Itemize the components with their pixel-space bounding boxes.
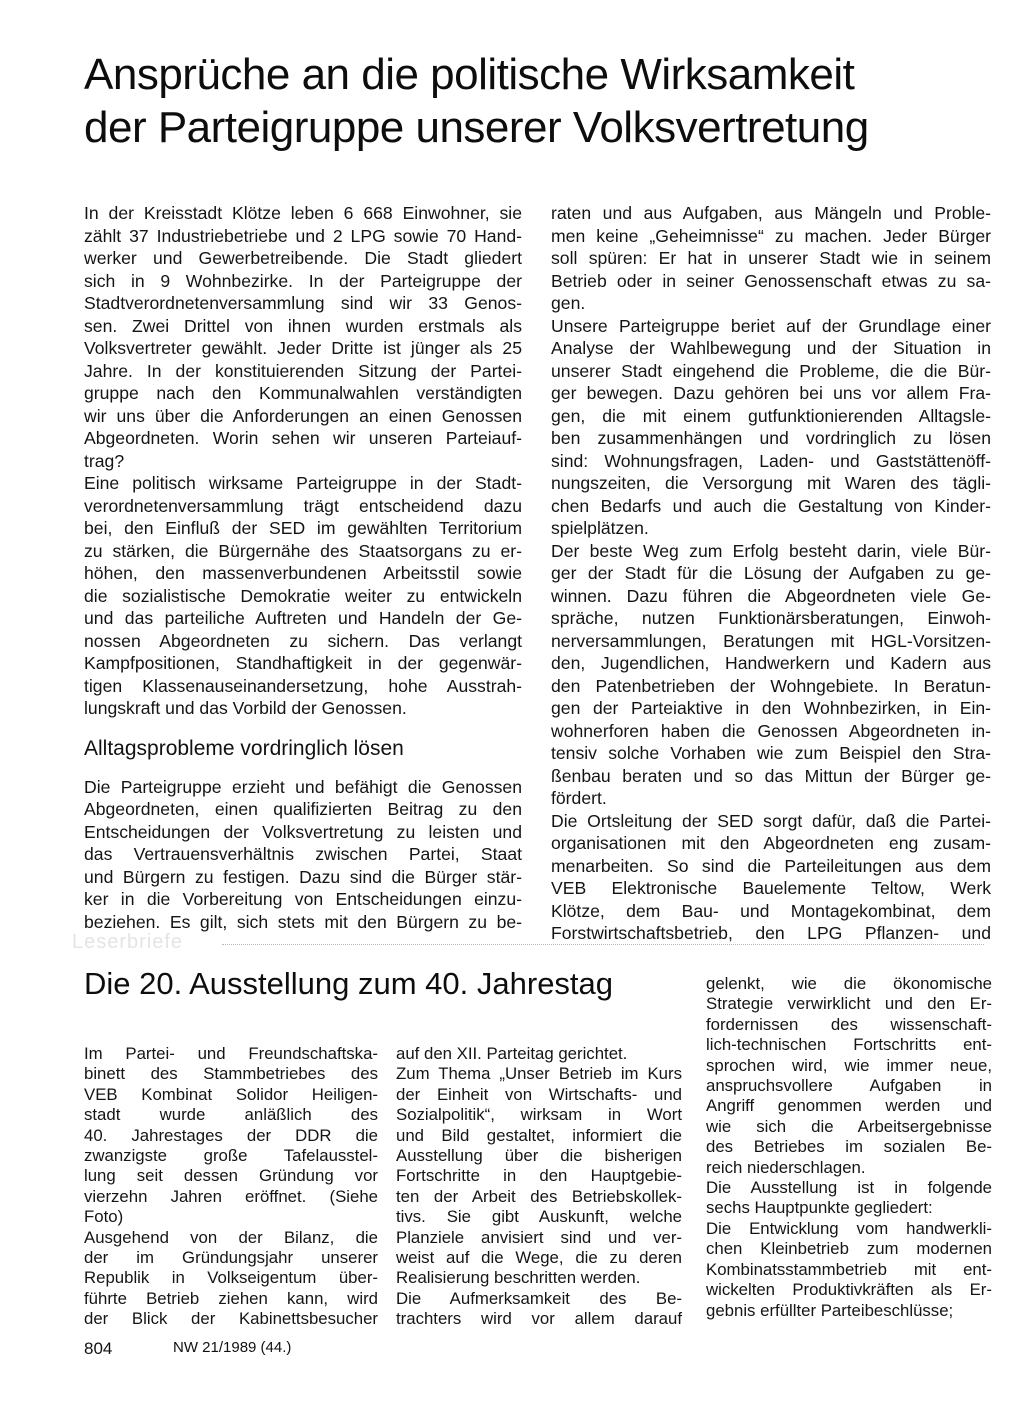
text-line: 40. Jahrestages der DDR die — [84, 1125, 378, 1145]
text-line: Foto) — [84, 1207, 124, 1227]
text-line: Abgeordneten, einen qualifizierten Beitrag zu den — [84, 799, 522, 819]
text-line: sich in 9 Wohnbezirke. In der Parteigruppe der — [84, 270, 522, 291]
text-line: In der Kreisstadt Klötze leben 6 668 Einwohner, sie — [84, 203, 522, 223]
text-line: gen. — [551, 293, 586, 313]
article1-column-1-continued — [84, 776, 522, 934]
text-line: VEB Elektronische Bauelemente Teltow, Werk — [551, 878, 991, 898]
article1-column-1-text — [84, 202, 522, 720]
text-line: den, Jugendlichen, Handwerkern und Kadern aus — [551, 653, 991, 673]
text-line: Ausstellung über die bisherigen — [396, 1146, 682, 1166]
text-line: raten und aus Aufgaben, aus Mängeln und Proble- — [551, 203, 991, 223]
text-line: sind: Wohnungsfragen, Laden- und Gaststättenöff- — [551, 450, 991, 471]
text-line: fördert. — [551, 788, 607, 808]
text-line: die sozialistische Demokratie weiter zu entwickeln — [84, 585, 522, 606]
article2-column-1-text — [84, 1044, 378, 1330]
text-line: führte Betrieb ziehen kann, wird — [84, 1288, 378, 1308]
text-line: gebnis erfüllter Parteibeschlüsse; — [706, 1300, 954, 1320]
text-line: Klötze, dem Bau- und Montagekombinat, dem — [551, 900, 991, 921]
text-line: Unsere Parteigruppe beriet auf der Grundlage einer — [551, 315, 991, 336]
text-line: Die Entwicklung vom handwerkli- — [706, 1218, 992, 1238]
article1-subheading: Alltagsprobleme vordringlich lösen — [84, 736, 404, 760]
main-headline-line-2: der Parteigruppe unserer Volksvertretung — [84, 103, 869, 152]
text-line: auf den XII. Parteitag gerichtet. — [396, 1044, 628, 1063]
article2-headline: Die 20. Ausstellung zum 40. Jahrestag — [84, 966, 614, 1001]
text-line: Planziele anvisiert sind und ver- — [396, 1227, 682, 1247]
text-line: Kampfpositionen, Standhaftigkeit in der gegenwär- — [84, 653, 522, 673]
text-line: und das parteiliche Auftreten und Handeln der Ge- — [84, 608, 522, 628]
text-line: wie sich die Arbeitsergebnisse — [706, 1116, 992, 1136]
article2-column-1 — [84, 1044, 378, 1330]
text-line: nossen Abgeordneten zu sichern. Das verlangt — [84, 630, 522, 651]
text-line: Die Parteigruppe erzieht und befähigt die Genossen — [84, 776, 522, 797]
text-line: des Betriebes im sozialen Be- — [706, 1137, 992, 1157]
main-headline — [84, 48, 984, 154]
text-line: der Blick der Kabinettsbesucher — [84, 1309, 378, 1329]
text-line: soll spüren: Er hat in unserer Stadt wie in seinem — [551, 248, 991, 268]
text-line: beziehen. Es gilt, sich stets mit den Bürgern zu be- — [84, 911, 522, 932]
text-line: und Bürgern zu festigen. Dazu sind die Bürger stär- — [84, 866, 522, 887]
text-line: ßenbau beraten und so das Mittun der Bürger ge- — [551, 765, 991, 786]
text-line: zu stärken, die Bürgernähe des Staatsorgans zu er- — [84, 540, 522, 561]
text-line: men keine „Geheimnisse“ zu machen. Jeder Bürger — [551, 225, 991, 246]
text-line: Jahre. In der konstituierenden Sitzung der Partei- — [84, 360, 522, 381]
text-line: stadt wurde anläßlich des — [84, 1105, 378, 1125]
text-line: werker und Gewerbetreibende. Die Stadt gliedert — [84, 248, 522, 268]
text-line: der Einheit von Wirtschafts- und — [396, 1084, 682, 1104]
text-line: VEB Kombinat Solidor Heiligen- — [84, 1084, 378, 1104]
text-line: verordnetenversammlung trägt entscheidend dazu — [84, 495, 522, 516]
text-line: der im Gründungsjahr unserer — [84, 1248, 378, 1268]
text-line: chen Bedarfs und auch die Gestaltung von Kinder- — [551, 495, 991, 516]
text-line: gruppe nach den Kommunalwahlen verständigten — [84, 383, 522, 403]
text-line: vierzehn Jahren eröffnet. (Siehe — [84, 1186, 378, 1206]
text-line: ger der Stadt für die Lösung der Aufgaben zu ge- — [551, 563, 991, 583]
text-line: unserer Stadt eingehend die Probleme, die die Bür- — [551, 360, 991, 381]
text-line: nerversammlungen, Beratungen mit HGL-Vorsitzen- — [551, 630, 991, 651]
article2-column-2 — [396, 1044, 682, 1330]
text-line: Forstwirtschaftsbetrieb, den LPG Pflanzen- und — [551, 923, 991, 943]
text-line: nungszeiten, die Versorgung mit Waren des tägli- — [551, 473, 991, 493]
text-line: ben zusammenhängen und vordringlich zu lösen — [551, 428, 991, 448]
text-line: ger bewegen. Dazu gehören bei uns vor allem Fra- — [551, 383, 991, 403]
text-line: Ausgehend von der Bilanz, die — [84, 1227, 378, 1247]
text-line: tigen Klassenauseinandersetzung, hohe Ausstrah- — [84, 675, 522, 696]
text-line: fordernissen des wissenschaft- — [706, 1014, 992, 1034]
text-line: trag? — [84, 450, 125, 471]
text-line: sechs Hauptpunkte gegliedert: — [706, 1198, 933, 1218]
text-line: bei, den Einfluß der SED im gewählten Territorium — [84, 518, 522, 538]
article2-column-2-text — [396, 1044, 682, 1330]
text-line: wir uns über die Anforderungen an einen Genossen — [84, 405, 522, 426]
text-line: Republik in Volkseigentum über- — [84, 1268, 378, 1288]
article2-column-3-text — [706, 974, 992, 1321]
text-line: und Bild gestaltet, informiert die — [396, 1125, 682, 1145]
text-line: den Patenbetrieben der Wohngebiete. In Beratun- — [551, 675, 991, 696]
text-line: Entscheidungen der Volksvertretung zu leisten und — [84, 821, 522, 842]
text-line: Die Ausstellung ist in folgende — [706, 1178, 992, 1198]
text-line: Analyse der Wahlbewegung und der Situation in — [551, 338, 991, 358]
text-line: Kombinatsstammbetrieb mit ent- — [706, 1259, 992, 1279]
text-line: weist auf die Wege, die zu deren — [396, 1248, 682, 1268]
text-line: Volksvertreter gewählt. Jeder Dritte ist jünger als 25 — [84, 338, 522, 358]
text-line: ten der Arbeit des Betriebskollek- — [396, 1186, 682, 1206]
text-line: spräche, nutzen Funktionärsberatungen, Einwoh- — [551, 608, 991, 628]
article1-column-2 — [551, 202, 991, 945]
article2-column-3 — [706, 974, 992, 1321]
text-line: trachters wird vor allem darauf — [396, 1309, 682, 1329]
text-line: höhen, den massenverbundenen Arbeitsstil sowie — [84, 563, 522, 583]
text-line: Die Ortsleitung der SED sorgt dafür, daß die Partei- — [551, 810, 991, 831]
leserbriefe-show-through: Leserbriefe — [72, 931, 184, 953]
text-line: lung seit dessen Gründung vor — [84, 1166, 378, 1186]
text-line: Die Aufmerksamkeit des Be- — [396, 1288, 682, 1308]
article1-column-2-text — [551, 202, 991, 945]
text-line: sprochen wird, wie immer neue, — [706, 1055, 992, 1075]
text-line: winnen. Dazu führen die Abgeordneten viele Ge- — [551, 585, 991, 606]
text-line: chen Kleinbetrieb zum modernen — [706, 1239, 992, 1259]
text-line: binett des Stammbetriebes des — [84, 1064, 378, 1084]
text-line: wickelten Produktivkräften als Er- — [706, 1280, 992, 1300]
text-line: Eine politisch wirksame Parteigruppe in der Stadt- — [84, 473, 522, 493]
text-line: Zum Thema „Unser Betrieb im Kurs — [396, 1064, 682, 1084]
text-line: Abgeordneten. Worin sehen wir unseren Parteiauf- — [84, 428, 522, 448]
text-line: Im Partei- und Freundschaftska- — [84, 1044, 378, 1063]
text-line: wohnerforen haben die Genossen Abgeordneten in- — [551, 720, 991, 741]
text-line: menarbeiten. So sind die Parteileitungen aus dem — [551, 855, 991, 876]
text-line: das Vertrauensverhältnis zwischen Partei, Staat — [84, 844, 522, 864]
text-line: ker in die Vorbereitung von Entscheidungen einzu- — [84, 889, 522, 909]
text-line: zählt 37 Industriebetriebe und 2 LPG sowie 70 Hand- — [84, 225, 522, 246]
page-number: 804 — [84, 1339, 113, 1358]
text-line: Sozialpolitik“, wirksam in Wort — [396, 1105, 682, 1125]
text-line: organisationen mit den Abgeordneten eng zusam- — [551, 833, 991, 853]
text-line: lich-technischen Fortschritts ent- — [706, 1035, 992, 1055]
text-line: Angriff genommen werden und — [706, 1096, 992, 1116]
text-line: Stadtverordnetenversammlung sind wir 33 Genos- — [84, 293, 522, 313]
text-line: anspruchsvollere Aufgaben in — [706, 1076, 992, 1096]
text-line: lungskraft und das Vorbild der Genossen. — [84, 698, 407, 718]
main-headline-line-1: Ansprüche an die politische Wirksamkeit — [84, 50, 855, 99]
text-line: gen, die mit einem gutfunktionierenden Alltagsle- — [551, 405, 991, 426]
text-line: reich niederschlagen. — [706, 1157, 866, 1177]
issue-info: NW 21/1989 (44.) — [173, 1339, 292, 1356]
text-line: Fortschritte in den Hauptgebie- — [396, 1166, 682, 1186]
text-line: sen. Zwei Drittel von ihnen wurden erstmals als — [84, 315, 522, 336]
text-line: Realisierung beschritten werden. — [396, 1268, 641, 1288]
article1-column-1 — [84, 202, 522, 933]
text-line: tensiv solche Vorhaben wie zum Beispiel den Stra- — [551, 743, 991, 763]
text-line: Strategie verwirklicht und den Er- — [706, 994, 992, 1014]
text-line: gelenkt, wie die ökonomische — [706, 974, 992, 993]
text-line: tivs. Sie gibt Auskunft, welche — [396, 1207, 682, 1227]
text-line: spielplätzen. — [551, 518, 649, 538]
dotted-rule — [222, 944, 984, 945]
text-line: gen der Parteiaktive in den Wohnbezirken, in Ein- — [551, 698, 991, 718]
text-line: Betrieb oder in seiner Genossenschaft etwas zu sa- — [551, 270, 991, 291]
text-line: zwanzigste große Tafelausstel- — [84, 1146, 378, 1166]
text-line: Der beste Weg zum Erfolg besteht darin, viele Bür- — [551, 540, 991, 561]
